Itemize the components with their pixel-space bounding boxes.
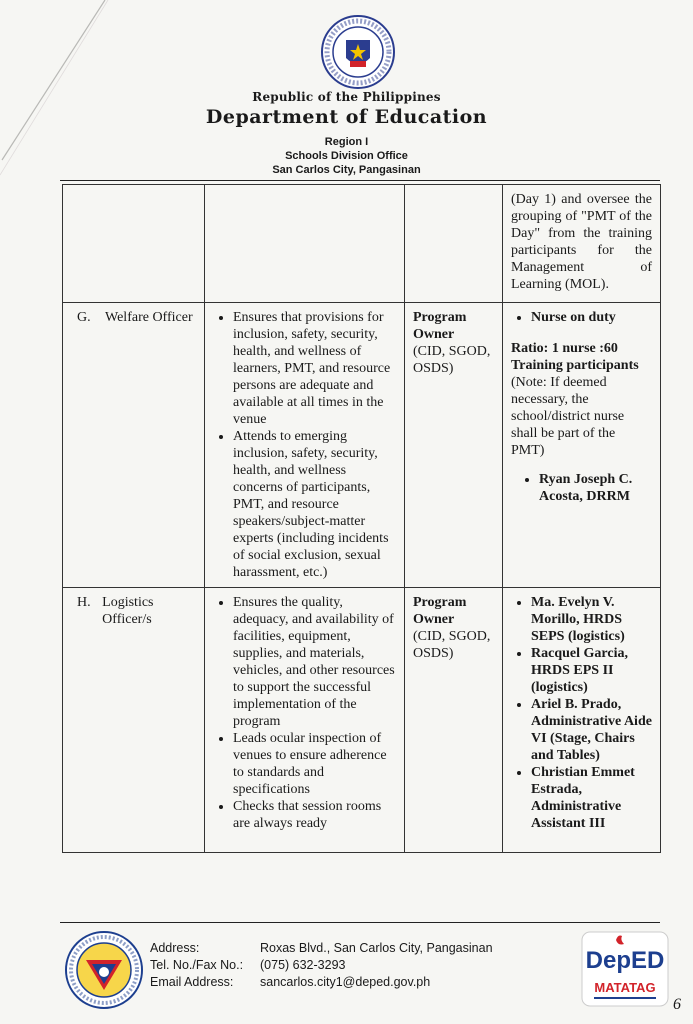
table-row [63, 588, 661, 853]
svg-text:DepED: DepED [585, 947, 665, 974]
republic-heading: Republic of the Philippines [252, 90, 441, 104]
role-name: Logistics Officer/s [102, 595, 154, 627]
email-value: sancarlos.city1@deped.gov.ph [260, 975, 431, 989]
header-divider [60, 180, 660, 181]
department-heading: Department of Education [205, 106, 488, 128]
region-label: Region I [324, 136, 369, 148]
ratio-note: (Note: If deemed necessary, the school/district nurse shall be part of the PMT) [511, 375, 625, 458]
tel-label: Tel. No./Fax No.: [150, 958, 244, 972]
address-value: Roxas Blvd., San Carlos City, Pangasinan [260, 941, 493, 955]
table-row [63, 185, 661, 303]
personnel-item: • Ariel B. Prado, Administrative Aide VI (Stage, Chairs and Tables) [531, 696, 652, 764]
tel-value: (075) 632-3293 [260, 958, 346, 972]
address-label: Address: [150, 941, 200, 955]
email-label: Email Address: [150, 975, 234, 989]
deped-matatag-logo-icon [580, 930, 670, 1008]
owner-title: Program Owner [413, 310, 467, 342]
personnel-item: • Christian Emmet Estrada, Administrative Assistant III [531, 764, 652, 832]
task-item: • Checks that session rooms are always ready [233, 798, 396, 832]
city-label: San Carlos City, Pangasinan [272, 164, 421, 176]
task-item: • Attends to emerging inclusion, safety, security, health, and wellness concerns of participants, PMT, and resource speakers/subject-matter experts (including incidents of social exclusion, sexual harassment, etc.) [233, 428, 396, 581]
personnel-item: • Ryan Joseph C. Acosta, DRRM [539, 471, 652, 505]
role-letter: H. [77, 595, 91, 610]
personnel-item: • Ma. Evelyn V. Morillo, HRDS SEPS (logistics) [531, 594, 652, 645]
owner-title: Program Owner [413, 595, 467, 627]
footer-contact [150, 940, 493, 991]
ratio-label: Ratio: 1 nurse :60 Training participants [511, 341, 639, 373]
role-name: Welfare Officer [105, 310, 193, 325]
task-item: • Ensures the quality, adequacy, and availability of facilities, equipment, supplies, and materials, vehicles, and other resources to support the successful implementation of the program [233, 594, 396, 730]
owner-units: (CID, SGOD, OSDS) [413, 344, 491, 376]
task-item: • Leads ocular inspection of venues to ensure adherence to standards and specifications [233, 730, 396, 798]
task-item: • Ensures that provisions for inclusion, safety, security, health, and wellness of learners, PMT, and resource persons are adequate and available at all times in the venue [233, 309, 396, 428]
svg-text:MATATAG: MATATAG [594, 980, 656, 995]
deped-seal-icon [320, 14, 396, 90]
owner-units: (CID, SGOD, OSDS) [413, 629, 491, 661]
role-letter: G. [77, 310, 91, 325]
footer-divider [60, 922, 660, 923]
table-row [63, 303, 661, 588]
continuation-text: (Day 1) and oversee the grouping of "PMT of the Day" from the training participants for the Management of Learning (MOL). [503, 185, 661, 303]
personnel-item: • Racquel Garcia, HRDS EPS II (logistics) [531, 645, 652, 696]
page-mark: 6 [673, 996, 681, 1013]
sdo-logo-icon [64, 930, 144, 1010]
personnel-heading: • Nurse on duty [531, 309, 652, 326]
division-label: Schools Division Office [285, 150, 408, 162]
roles-table [62, 184, 661, 853]
